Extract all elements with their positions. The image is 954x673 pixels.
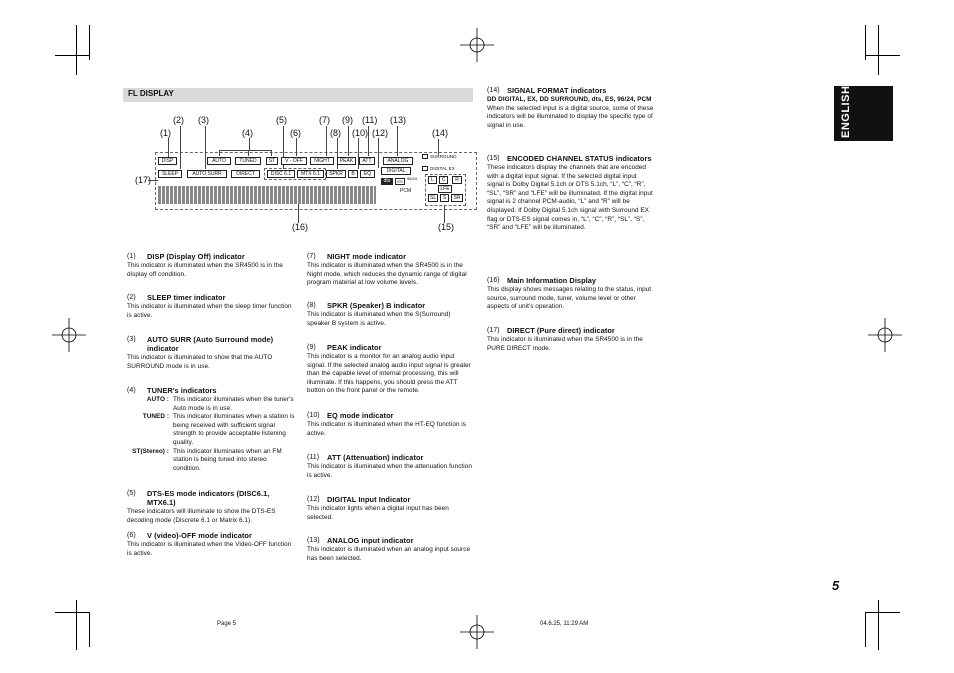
- heading-text: Main Information Display: [507, 276, 597, 285]
- heading-text: This indicator illuminates when a station is being received with sufficient signal strength to provide acceptable listening quality.: [173, 413, 295, 446]
- item-14: [487, 86, 655, 130]
- item-6: [127, 531, 295, 558]
- heading-text: TUNED :: [142, 413, 169, 421]
- item-16: [487, 276, 655, 312]
- registration-mark-bottom: [457, 615, 497, 655]
- callout-15: (15): [438, 222, 455, 232]
- item-2: [127, 293, 295, 320]
- heading-text: This indicator illuminates when the tuner's Auto mode is in use.: [173, 396, 294, 412]
- body-text: This indicator is illuminated when the SR4500 is in the display off condition.: [127, 262, 283, 278]
- disc61-indicator: DISC 6.1: [267, 170, 295, 178]
- pcm-label: PCM: [400, 188, 412, 194]
- body-text: This display shows messages relating to the status, input source, surround mode, tuner, volume level or other aspects of unit's operation.: [487, 286, 652, 311]
- heading-text: SLEEP timer indicator: [147, 293, 226, 302]
- digital-ex-label: DIGITAL EX: [430, 166, 455, 171]
- heading-text: DTS-ES mode indicators (DISC6.1, MTX6.1): [147, 489, 270, 507]
- callout-4: (4): [242, 128, 253, 138]
- channel-lfe: LFE: [438, 185, 452, 193]
- body-text: This indicator is illuminated when the attenuation function is active.: [307, 463, 472, 479]
- item-10: [307, 411, 475, 438]
- heading-text: EQ mode indicator: [327, 411, 394, 420]
- language-tab: [834, 86, 893, 141]
- digital-indicator: DIGITAL: [381, 167, 411, 175]
- eq-indicator: EQ: [360, 170, 375, 178]
- heading-text: (15): [487, 155, 500, 162]
- es-logo: ES: [395, 178, 405, 185]
- registration-mark-left: [52, 318, 88, 354]
- body-text: This indicator is illuminated when the HT-EQ function is active.: [307, 421, 467, 437]
- callout-12: (12): [372, 128, 389, 138]
- callout-3: (3): [198, 115, 209, 125]
- section-title: FL DISPLAY: [128, 89, 174, 98]
- mtx61-indicator: MTX 6.1: [297, 170, 324, 178]
- heading-text: (16): [487, 277, 500, 284]
- direct-indicator: DIRECT: [231, 170, 260, 178]
- heading-text: DIRECT (Pure direct) indicator: [507, 326, 615, 335]
- body-text: This indicator is illuminated when an analog input source has been selected.: [307, 546, 471, 562]
- channel-s: S: [440, 194, 449, 202]
- body-text: This indicator is a monitor for an analog audio input signal. If the selected analog audio input signal is greater than the capable level of internal processing, this will illuminate. If this happens, you should press the ATT button on the front panel or the remote.: [307, 353, 471, 395]
- channel-l: L: [428, 176, 437, 184]
- item-17: [487, 326, 655, 353]
- b-indicator: B: [348, 170, 358, 178]
- heading-text: This indicator illuminates when an FM station is being tuned into stereo condition.: [173, 447, 282, 472]
- heading-text: SIGNAL FORMAT indicators: [507, 86, 607, 95]
- body-text: This indicator is illuminated when the SR4500 is in the PURE DIRECT mode.: [487, 336, 643, 352]
- callout-14: (14): [432, 128, 449, 138]
- item-3: [127, 335, 295, 371]
- channel-c: C: [439, 176, 448, 184]
- heading-text: ST(Stereo) :: [132, 447, 169, 455]
- heading-text: (14): [487, 87, 500, 94]
- channel-r: R: [452, 176, 462, 184]
- item-13: [307, 536, 475, 563]
- heading-text: ATT (Attenuation) indicator: [327, 453, 424, 462]
- sleep-indicator: SLEEP: [158, 170, 182, 178]
- footer-left: Page 5: [217, 621, 237, 627]
- callout-2: (2): [173, 115, 184, 125]
- body-text: This indicator is illuminated when the sleep timer function is active.: [127, 303, 292, 319]
- item-15: [487, 154, 655, 233]
- item-7: [307, 252, 475, 288]
- analog-indicator: ANALOG: [383, 157, 413, 165]
- section-header: [123, 88, 473, 102]
- heading-text: (12): [307, 496, 320, 503]
- tuned-indicator: TUNED: [235, 157, 261, 165]
- callout-13: (13): [390, 115, 407, 125]
- heading-text: PEAK indicator: [327, 343, 382, 352]
- heading-text: (5): [127, 490, 136, 497]
- surround-label: SURROUND: [430, 154, 457, 159]
- heading-text: AUTO :: [146, 396, 169, 403]
- body-text: When the selected input is a digital source, some of these indicators will be illuminated to display the specific type of signal in use.: [487, 104, 654, 129]
- tuner-tuned: [127, 413, 295, 447]
- auto-indicator: AUTO: [207, 157, 231, 165]
- dolby-dd-icon-2: [422, 166, 428, 171]
- heading-text: (6): [127, 532, 136, 539]
- peak-indicator: PEAK: [337, 157, 356, 165]
- dolby-dd-icon: [422, 154, 428, 159]
- channel-sl: SL: [430, 195, 437, 201]
- body-text: DD DIGITAL, EX, DD SURROUND, dts, ES, 96/24, PCM: [487, 96, 652, 103]
- heading-text: ANALOG input indicator: [327, 536, 414, 545]
- heading-text: DISP (Display Off) indicator: [147, 252, 245, 261]
- footer-right: 04.6.25, 11:29 AM: [540, 621, 589, 627]
- item-4: [127, 386, 295, 473]
- heading-text: (13): [307, 537, 320, 544]
- page-number: 5: [832, 578, 840, 593]
- heading-text: NIGHT mode indicator: [327, 252, 407, 261]
- dts-logo: dts: [381, 178, 393, 185]
- callout-9: (9): [342, 115, 353, 125]
- callout-1: (1): [160, 128, 171, 138]
- voff-indicator: V - OFF: [281, 157, 307, 165]
- auto-surr-indicator: AUTO SURR: [187, 170, 227, 178]
- item-5: [127, 489, 295, 525]
- heading-text: (4): [127, 387, 136, 394]
- att-indicator: ATT: [359, 157, 375, 165]
- callout-5: (5): [276, 115, 287, 125]
- registration-mark-right: [868, 318, 904, 354]
- body-text: These indicators will illuminate to show the DTS-ES decoding mode (Discrete 6.1 or Matrix 6.1).: [127, 508, 276, 524]
- heading-text: SPKR (Speaker) B indicator: [327, 301, 426, 310]
- heading-text: (3): [127, 336, 136, 343]
- item-8: [307, 301, 475, 328]
- heading-text: (2): [127, 294, 136, 301]
- main-information-display: [158, 186, 376, 204]
- item-1: [127, 252, 295, 279]
- callout-16: (16): [292, 222, 309, 232]
- callout-17: (17): [135, 175, 152, 185]
- heading-text: AUTO SURR (Auto Surround mode) indicator: [147, 335, 274, 353]
- tuner-stereo: [127, 448, 295, 474]
- ratio-label: 96/24: [407, 176, 418, 181]
- heading-text: (10): [307, 412, 320, 419]
- spkr-indicator: SPKR: [326, 170, 346, 178]
- body-text: These indicators display the channels that are encoded with a digital input signal. If the selected digital input signal is Dolby Digital 5.1ch or DTS 5.1ch, “L”, “C”, “R”, “SL”, “SR” and “LFE” will be illuminated. If the digital input signal is 2 channel PCM-audio, “L” and “R” will be displayed. If Dolby Digital 5.1ch signal with Surround EX flag or DTS-ES signal comes in, “L”, “C”, “R”, “SL”, “S”, “SR” and “LFE” will be illuminated.: [487, 164, 653, 232]
- night-indicator: NIGHT: [310, 157, 334, 165]
- item-11: [307, 453, 475, 480]
- heading-text: (8): [307, 302, 316, 309]
- st-indicator: ST: [266, 157, 278, 165]
- item-12: [307, 495, 475, 522]
- tuner-auto: [127, 396, 295, 413]
- body-text: This indicator is illuminated when the S(Surround) speaker B system is active.: [307, 311, 451, 327]
- body-text: This indicator lights when a digital input has been selected.: [307, 505, 449, 521]
- body-text: This indicator is illuminated to show that the AUTO SURROUND mode is in use.: [127, 354, 273, 370]
- body-text: This indicator is illuminated when the Video-OFF function is active.: [127, 541, 292, 557]
- heading-text: ENCODED CHANNEL STATUS indicators: [507, 154, 652, 163]
- body-text: This indicator is illuminated when the SR4500 is in the Night mode, which reduces the dynamic range of digital program material at low volume levels.: [307, 262, 467, 287]
- channel-sr: SR: [451, 194, 463, 202]
- language-label: ENGLISH: [840, 85, 852, 138]
- heading-text: (7): [307, 253, 316, 260]
- callout-11: (11): [362, 115, 378, 125]
- heading-text: V (video)-OFF mode indicator: [147, 531, 252, 540]
- callout-8: (8): [330, 128, 341, 138]
- heading-text: DIGITAL Input Indicator: [327, 495, 411, 504]
- heading-text: (11): [307, 454, 320, 461]
- callout-6: (6): [290, 128, 301, 138]
- item-9: [307, 343, 475, 396]
- callout-10: (10): [352, 128, 369, 138]
- heading-text: (1): [127, 253, 136, 260]
- disp-indicator: DISP: [158, 157, 177, 165]
- callout-7: (7): [319, 115, 330, 125]
- heading-text: TUNER's indicators: [147, 386, 217, 395]
- heading-text: (17): [487, 327, 500, 334]
- registration-mark-top: [457, 28, 497, 68]
- heading-text: (9): [307, 344, 316, 351]
